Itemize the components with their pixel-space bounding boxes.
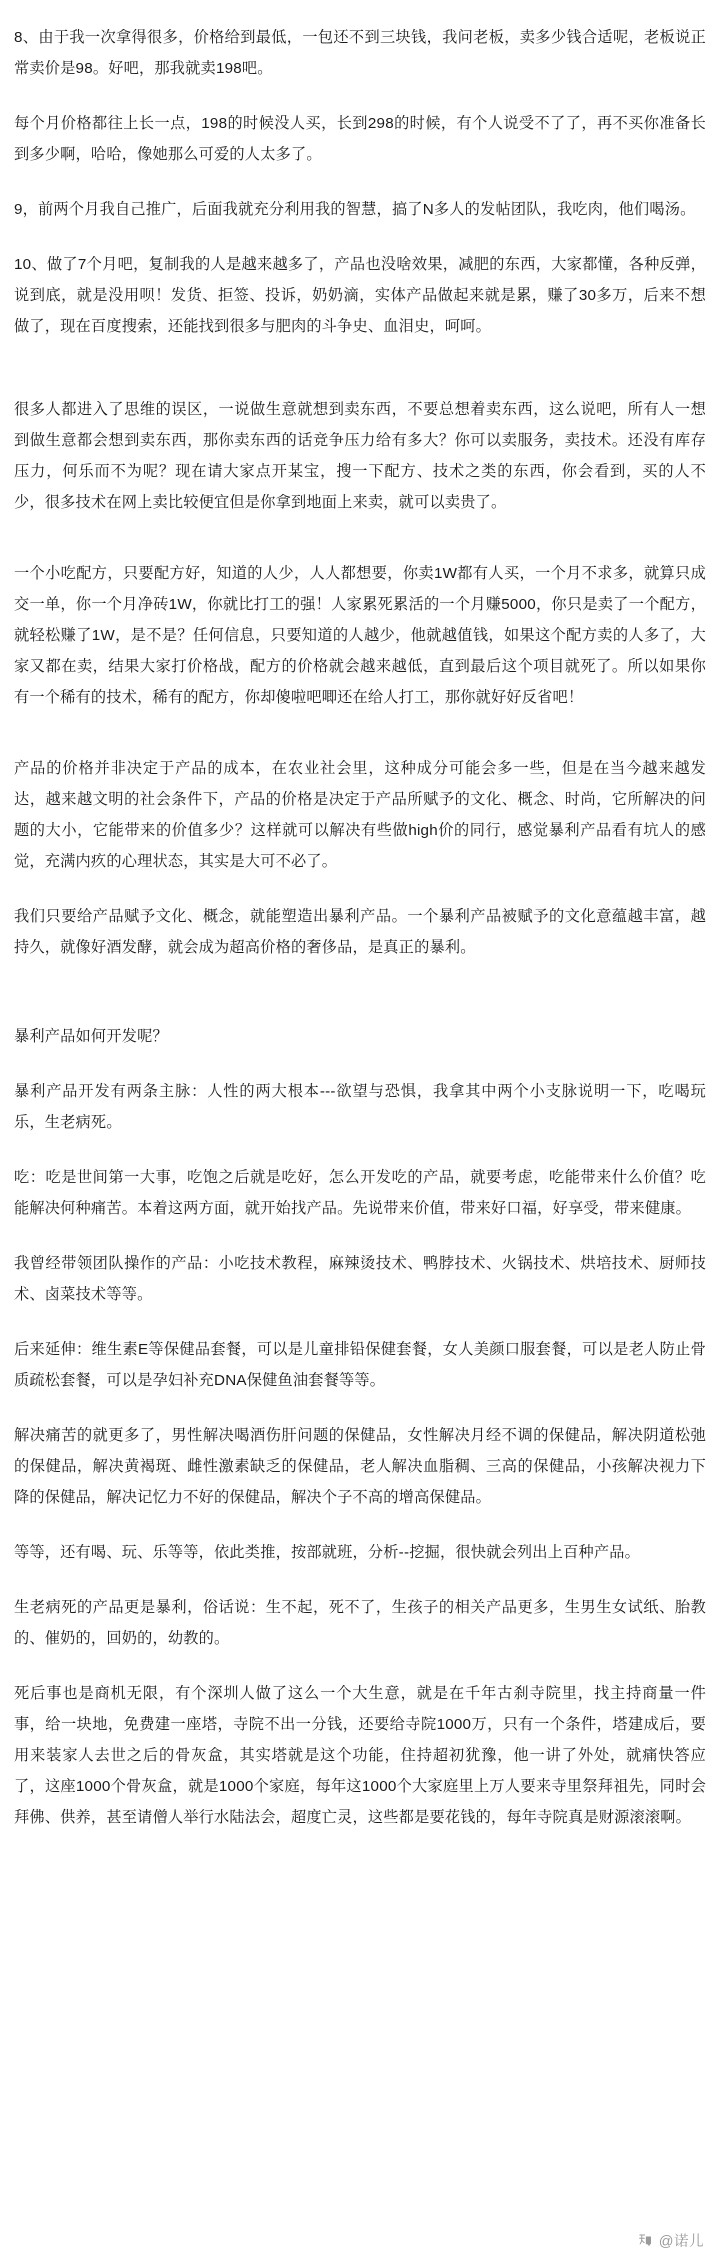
paragraph: 我们只要给产品赋予文化、概念，就能塑造出暴利产品。一个暴利产品被赋予的文化意蕴越丰富，越持久，就像好酒发酵，就会成为超高价格的奢侈品，是真正的暴利。 bbox=[14, 908, 706, 956]
paragraph: 8、由于我一次拿得很多，价格给到最低，一包还不到三块钱，我问老板，卖多少钱合适呢，老板说正常卖价是98。好吧，那我就卖198吧。 bbox=[14, 29, 706, 77]
paragraph: 一个小吃配方，只要配方好，知道的人少，人人都想要，你卖1W都有人买，一个月不求多，就算只成交一单，你一个月净砖1W，你就比打工的强！人家累死累活的一个月赚5000，你只是卖了一个配方，就轻松赚了1W，是不是？任何信息，只要知道的人越少，他就越值钱，如果这个配方卖的人多了，大家又都在卖，结果大家打价格战，配方的价格就会越来越低，直到最后这个项目就死了。所以如果你有一个稀有的技术，稀有的配方，你却傻啦吧唧还在给人打工，那你就好好反省吧！ bbox=[14, 565, 706, 706]
paragraph: 吃：吃是世间第一大事，吃饱之后就是吃好，怎么开发吃的产品，就要考虑，吃能带来什么价值？吃能解决何种痛苦。本着这两方面，就开始找产品。先说带来价值，带来好口福，好享受，带来健康。 bbox=[14, 1169, 706, 1217]
watermark bbox=[636, 2230, 704, 2251]
paragraph: 产品的价格并非决定于产品的成本，在农业社会里，这种成分可能会多一些，但是在当今越来越发达，越来越文明的社会条件下，产品的价格是决定于产品所赋予的文化、概念、时尚，它所解决的问题的大小，它能带来的价值多少？这样就可以解决有些做high价的同行，感觉暴利产品看有坑人的感觉，充满内疚的心理状态，其实是大可不必了。 bbox=[14, 760, 706, 870]
paragraph: 后来延伸：维生素E等保健品套餐，可以是儿童排铅保健套餐，女人美颜口服套餐，可以是老人防止骨质疏松套餐，可以是孕妇补充DNA保健鱼油套餐等等。 bbox=[14, 1341, 706, 1389]
paragraph: 每个月价格都往上长一点，198的时候没人买，长到298的时候，有个人说受不了了，再不买你准备长到多少啊，哈哈，像她那么可爱的人太多了。 bbox=[14, 115, 706, 163]
paragraph: 生老病死的产品更是暴利，俗话说：生不起，死不了，生孩子的相关产品更多，生男生女试纸、胎教的、催奶的，回奶的，幼教的。 bbox=[14, 1599, 706, 1647]
section-heading: 暴利产品如何开发呢？ bbox=[14, 1028, 168, 1045]
paragraph: 等等，还有喝、玩、乐等等，依此类推，按部就班，分析--挖掘，很快就会列出上百种产品。 bbox=[14, 1544, 641, 1561]
paragraph: 10、做了7个月吧，复制我的人是越来越多了，产品也没啥效果，减肥的东西，大家都懂，各种反弹，说到底，就是没用呗！发货、拒签、投诉，奶奶滴，实体产品做起来就是累，赚了30多万，后来不想做了，现在百度搜索，还能找到很多与肥肉的斗争史、血泪史，呵呵。 bbox=[14, 256, 706, 335]
paragraph: 我曾经带领团队操作的产品：小吃技术教程，麻辣烫技术、鸭脖技术、火锅技术、烘培技术、厨师技术、卤菜技术等等。 bbox=[14, 1255, 706, 1303]
article-body bbox=[14, 22, 706, 1833]
watermark-text: @诺儿 bbox=[658, 2234, 704, 2250]
paragraph: 很多人都进入了思维的误区，一说做生意就想到卖东西，不要总想着卖东西，这么说吧，所有人一想到做生意都会想到卖东西，那你卖东西的话竞争压力给有多大？你可以卖服务，卖技术。还没有库存压力，何乐而不为呢？现在请大家点开某宝，搜一下配方、技术之类的东西，你会看到，买的人不少，很多技术在网上卖比较便宜但是你拿到地面上来卖，就可以卖贵了。 bbox=[14, 401, 706, 511]
paragraph: 暴利产品开发有两条主脉：人性的两大根本---欲望与恐惧，我拿其中两个小支脉说明一下，吃喝玩乐，生老病死。 bbox=[14, 1083, 706, 1131]
section-spacer bbox=[14, 1003, 706, 1021]
paragraph: 9，前两个月我自己推广，后面我就充分利用我的智慧，搞了N多人的发帖团队，我吃肉，他们喝汤。 bbox=[14, 201, 696, 218]
paragraph: 死后事也是商机无限，有个深圳人做了这么一个大生意，就是在千年古刹寺院里，找主持商量一件事，给一块地，免费建一座塔，寺院不出一分钱，还要给寺院1000万，只有一个条件，塔建成后，要用来装家人去世之后的骨灰盒，其实塔就是这个功能，住持超初犹豫，他一讲了外处，就痛快答应了，这座1000个骨灰盒，就是1000个家庭，每年这1000个大家庭里上万人要来寺里祭拜祖先，同时会拜佛、供养，甚至请僧人举行水陆法会，超度亡灵，这些都是要花钱的，每年寺院真是财源滚滚啊。 bbox=[14, 1685, 706, 1826]
zhihu-logo-icon bbox=[636, 2232, 653, 2249]
paragraph: 解决痛苦的就更多了，男性解决喝酒伤肝问题的保健品，女性解决月经不调的保健品，解决阴道松弛的保健品，解决黄褐斑、雌性激素缺乏的保健品，老人解决血脂稠、三高的保健品，小孩解决视力下降的保健品，解决记忆力不好的保健品，解决个子不高的增高保健品。 bbox=[14, 1427, 706, 1506]
